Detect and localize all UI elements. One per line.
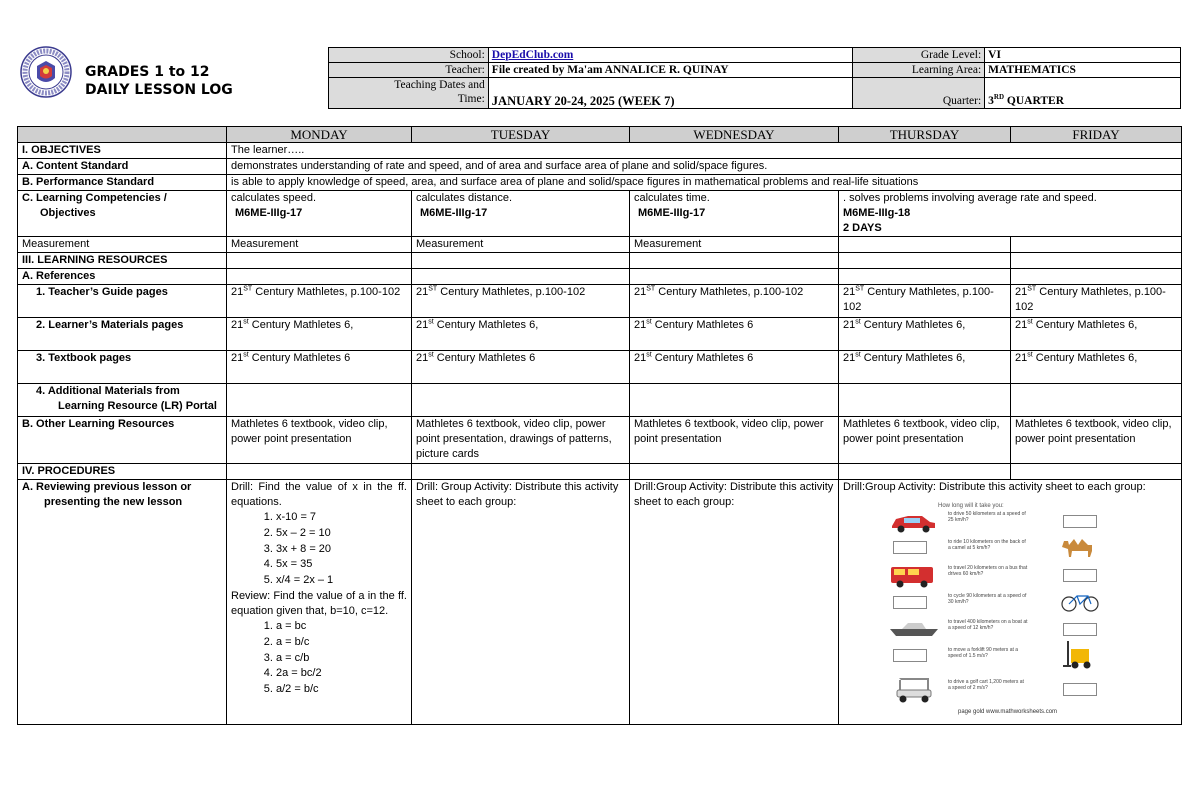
list-item: 2. a = b/c	[276, 635, 407, 651]
num-21: 21	[1015, 352, 1028, 364]
num-21: 21	[843, 352, 856, 364]
other-wednesday: Mathletes 6 textbook, video clip, power point presentation	[630, 417, 839, 464]
list-item: 4. 2a = bc/2	[276, 666, 407, 682]
lm-text: Century Mathletes 6,	[1035, 319, 1138, 331]
lm-friday	[1011, 318, 1182, 351]
learners-materials-label: 2. Learner’s Materials pages	[18, 318, 227, 351]
lm-monday	[227, 318, 412, 351]
area-label: Learning Area:	[853, 63, 985, 78]
school-label: School:	[329, 48, 489, 63]
dates-value: JANUARY 20-24, 2025 (WEEK 7)	[488, 78, 853, 109]
procedure-thursday-friday	[839, 480, 1182, 725]
num-21: 21	[231, 286, 244, 298]
num-21: 21	[634, 319, 647, 331]
tg-text: Century Mathletes, p.100-102	[1015, 286, 1166, 313]
procedure-wednesday: Drill:Group Activity: Distribute this activity sheet to each group:	[630, 480, 839, 725]
answer-box	[893, 649, 927, 662]
monday-drill: Drill: Find the value of x in the ff. equations.	[231, 481, 407, 508]
num-21: 21	[231, 319, 244, 331]
num-21: 21	[1015, 319, 1028, 331]
answer-box	[893, 596, 927, 609]
header-info-table	[328, 47, 1181, 109]
list-item: 1. x-10 = 7	[276, 510, 407, 526]
lm-text: Century Mathletes 6	[654, 319, 754, 331]
content-wednesday: Measurement	[630, 237, 839, 253]
quarter-number: 3	[988, 95, 994, 107]
other-monday: Mathletes 6 textbook, video clip, power point presentation	[227, 417, 412, 464]
content-monday: Measurement	[227, 237, 412, 253]
review-list	[231, 619, 407, 698]
answer-box	[1063, 683, 1097, 696]
tg-text: Century Mathletes, p.100-102	[255, 286, 401, 298]
additional-materials-label	[18, 384, 227, 417]
question-2: to ride 10 kilometers on the back of a camel at 5 km/h?	[948, 539, 1026, 551]
sheet-title: How long will it take you:	[938, 503, 1004, 509]
competencies-label-line-2: Objectives	[40, 207, 96, 219]
list-item: 5. x/4 = 2x – 1	[276, 573, 407, 589]
area-value: MATHEMATICS	[985, 63, 1181, 78]
boat-icon	[888, 619, 942, 639]
procedures-label: IV. PROCEDURES	[18, 464, 227, 480]
competency-text: calculates time.	[634, 192, 710, 204]
ordinal-st: ST	[243, 285, 253, 293]
content-tuesday: Measurement	[412, 237, 630, 253]
deped-seal-logo	[20, 46, 72, 98]
camel-icon	[1058, 535, 1100, 559]
ordinal-st: st	[243, 351, 249, 359]
competency-code: M6ME-IIIg-18	[843, 207, 911, 219]
day-thursday: THURSDAY	[839, 127, 1011, 143]
num-21: 21	[416, 286, 429, 298]
tb-friday	[1011, 351, 1182, 384]
procedure-tuesday: Drill: Group Activity: Distribute this activity sheet to each group:	[412, 480, 630, 725]
tb-wednesday	[630, 351, 839, 384]
grade-label: Grade Level:	[853, 48, 985, 63]
other-thursday: Mathletes 6 textbook, video clip, power point presentation	[839, 417, 1011, 464]
content-label: Measurement	[18, 237, 227, 253]
competency-thursday-friday	[839, 191, 1182, 237]
title-line-2: DAILY LESSON LOG	[85, 82, 233, 98]
teachers-guide-label: 1. Teacher’s Guide pages	[18, 285, 227, 318]
monday-review: Review: Find the value of a in the ff. equation given that, b=10, c=12.	[231, 589, 407, 617]
lm-text: Century Mathletes 6,	[251, 319, 354, 331]
content-standard-label: A. Content Standard	[18, 159, 227, 175]
grade-value: VI	[985, 48, 1181, 63]
num-21: 21	[843, 319, 856, 331]
reviewing-lesson-label	[18, 480, 227, 725]
num-21: 21	[634, 352, 647, 364]
list-item: 2. 5x – 2 = 10	[276, 526, 407, 542]
lm-thursday	[839, 318, 1011, 351]
ordinal-st: st	[1027, 318, 1033, 326]
lm-text: Century Mathletes 6,	[436, 319, 539, 331]
tg-tuesday	[412, 285, 630, 318]
dates-label-line-1: Teaching Dates and	[394, 79, 485, 91]
ordinal-st: st	[428, 351, 434, 359]
tg-monday	[227, 285, 412, 318]
quarter-word: QUARTER	[1004, 95, 1065, 107]
lm-wednesday	[630, 318, 839, 351]
num-21: 21	[416, 352, 429, 364]
list-item: 5. a/2 = b/c	[276, 682, 407, 698]
num-21: 21	[843, 286, 856, 298]
performance-standard-label: B. Performance Standard	[18, 175, 227, 191]
competency-text: . solves problems involving average rate and speed.	[843, 192, 1097, 204]
tb-monday	[227, 351, 412, 384]
day-monday: MONDAY	[227, 127, 412, 143]
golf-cart-icon	[893, 674, 937, 704]
day-header-row	[18, 127, 1182, 143]
performance-standard-text: is able to apply knowledge of speed, area, and surface area of plane and solid/space figures in mathematical problems and real-life situations	[227, 175, 1182, 191]
list-item: 3. a = c/b	[276, 651, 407, 667]
competency-monday	[227, 191, 412, 237]
answer-box	[1063, 569, 1097, 582]
lm-tuesday	[412, 318, 630, 351]
num-21: 21	[1015, 286, 1028, 298]
ordinal-st: ST	[1027, 285, 1037, 293]
list-item: 4. 5x = 35	[276, 557, 407, 573]
references-label: A. References	[18, 269, 227, 285]
other-resources-label: B. Other Learning Resources	[18, 417, 227, 464]
tb-text: Century Mathletes 6	[436, 352, 536, 364]
other-tuesday: Mathletes 6 textbook, video clip, power point presentation, drawings of patterns, picture cards	[412, 417, 630, 464]
lm-text: Century Mathletes 6,	[863, 319, 966, 331]
content-standard-text: demonstrates understanding of rate and speed, and of area and surface area of plane and solid/space figures.	[227, 159, 1182, 175]
num-21: 21	[416, 319, 429, 331]
tg-thursday	[839, 285, 1011, 318]
quarter-superscript: RD	[993, 93, 1005, 102]
document-title	[85, 63, 233, 99]
tb-text: Century Mathletes 6	[654, 352, 754, 364]
question-5: to travel 400 kilometers on a boat at a speed of 12 km/h?	[948, 619, 1028, 631]
tb-thursday	[839, 351, 1011, 384]
tg-text: Century Mathletes, p.100-102	[843, 286, 994, 313]
answer-box	[893, 541, 927, 554]
num-21: 21	[231, 352, 244, 364]
learner-text: The learner…..	[227, 143, 1182, 159]
teacher-label: Teacher:	[329, 63, 489, 78]
school-value	[488, 48, 853, 63]
ordinal-st: st	[243, 318, 249, 326]
list-item: 1. a = bc	[276, 619, 407, 635]
ordinal-st: st	[855, 351, 861, 359]
quarter-value	[985, 78, 1181, 109]
ordinal-st: st	[1027, 351, 1033, 359]
competency-wednesday	[630, 191, 839, 237]
dates-label	[329, 78, 489, 109]
forklift-icon	[1063, 639, 1099, 671]
quarter-label: Quarter:	[853, 78, 985, 109]
additional-label-line-1: 4. Additional Materials from	[36, 385, 180, 397]
ordinal-st: ST	[428, 285, 438, 293]
competency-code: M6ME-IIIg-17	[420, 207, 488, 219]
corner-cell	[18, 127, 227, 143]
tb-text: Century Mathletes 6	[251, 352, 351, 364]
answer-box	[1063, 623, 1097, 636]
car-icon	[888, 511, 938, 533]
dates-label-line-2: Time:	[457, 93, 485, 105]
additional-label-line-2: Learning Resource (LR) Portal	[58, 400, 217, 412]
day-friday: FRIDAY	[1011, 127, 1182, 143]
competencies-label-line-1: C. Learning Competencies /	[22, 192, 167, 204]
reviewing-label-line-2: presenting the new lesson	[44, 496, 183, 508]
objectives-label: I. OBJECTIVES	[18, 143, 227, 159]
question-6: to move a forklift 90 meters at a speed of 1.5 m/s?	[948, 647, 1019, 659]
question-4: to cycle 90 kilometers at a speed of 30 km/h?	[948, 593, 1027, 605]
tb-tuesday	[412, 351, 630, 384]
resources-label: III. LEARNING RESOURCES	[18, 253, 227, 269]
tb-text: Century Mathletes 6,	[1035, 352, 1138, 364]
competency-text: calculates distance.	[416, 192, 512, 204]
ordinal-st: st	[646, 351, 652, 359]
bicycle-icon	[1060, 591, 1100, 613]
activity-sheet	[888, 499, 1113, 724]
competency-text: calculates speed.	[231, 192, 316, 204]
ordinal-st: ST	[855, 285, 865, 293]
title-line-1: GRADES 1 to 12	[85, 64, 210, 80]
van-icon	[888, 563, 938, 589]
sheet-footer: page gold www.mathworksheets.com	[958, 709, 1058, 715]
content-friday	[1011, 237, 1182, 253]
competency-days: 2 DAYS	[843, 222, 882, 234]
competency-tuesday	[412, 191, 630, 237]
ordinal-st: st	[646, 318, 652, 326]
tg-text: Century Mathletes, p.100-102	[440, 286, 586, 298]
day-tuesday: TUESDAY	[412, 127, 630, 143]
list-item: 3. 3x + 8 = 20	[276, 542, 407, 558]
school-link[interactable]: DepEdClub.com	[491, 49, 574, 61]
teacher-value: File created by Ma'am ANNALICE R. QUINAY	[488, 63, 853, 78]
reviewing-label-line-1: A. Reviewing previous lesson or	[22, 481, 192, 493]
equation-list	[231, 510, 407, 589]
answer-box	[1063, 515, 1097, 528]
competency-code: M6ME-IIIg-17	[638, 207, 706, 219]
tg-wednesday	[630, 285, 839, 318]
question-7: to drive a golf cart 1,200 meters at a speed of 2 m/s?	[948, 679, 1024, 691]
tb-text: Century Mathletes 6,	[863, 352, 966, 364]
thursday-drill: Drill:Group Activity: Distribute this activity sheet to each group:	[843, 481, 1146, 493]
content-thursday	[839, 237, 1011, 253]
competency-code: M6ME-IIIg-17	[235, 207, 303, 219]
tg-friday	[1011, 285, 1182, 318]
textbook-pages-label: 3. Textbook pages	[18, 351, 227, 384]
question-1: to drive 50 kilometers at a speed of 25 km/h?	[948, 511, 1026, 523]
ordinal-st: st	[855, 318, 861, 326]
other-friday: Mathletes 6 textbook, video clip, power point presentation	[1011, 417, 1182, 464]
question-3: to travel 20 kilometers on a bus that drives 60 km/h?	[948, 565, 1028, 577]
num-21: 21	[634, 286, 647, 298]
competencies-label	[18, 191, 227, 237]
day-wednesday: WEDNESDAY	[630, 127, 839, 143]
lesson-log-table	[17, 126, 1182, 725]
ordinal-st: ST	[646, 285, 656, 293]
tg-text: Century Mathletes, p.100-102	[658, 286, 804, 298]
procedure-monday	[227, 480, 412, 725]
ordinal-st: st	[428, 318, 434, 326]
